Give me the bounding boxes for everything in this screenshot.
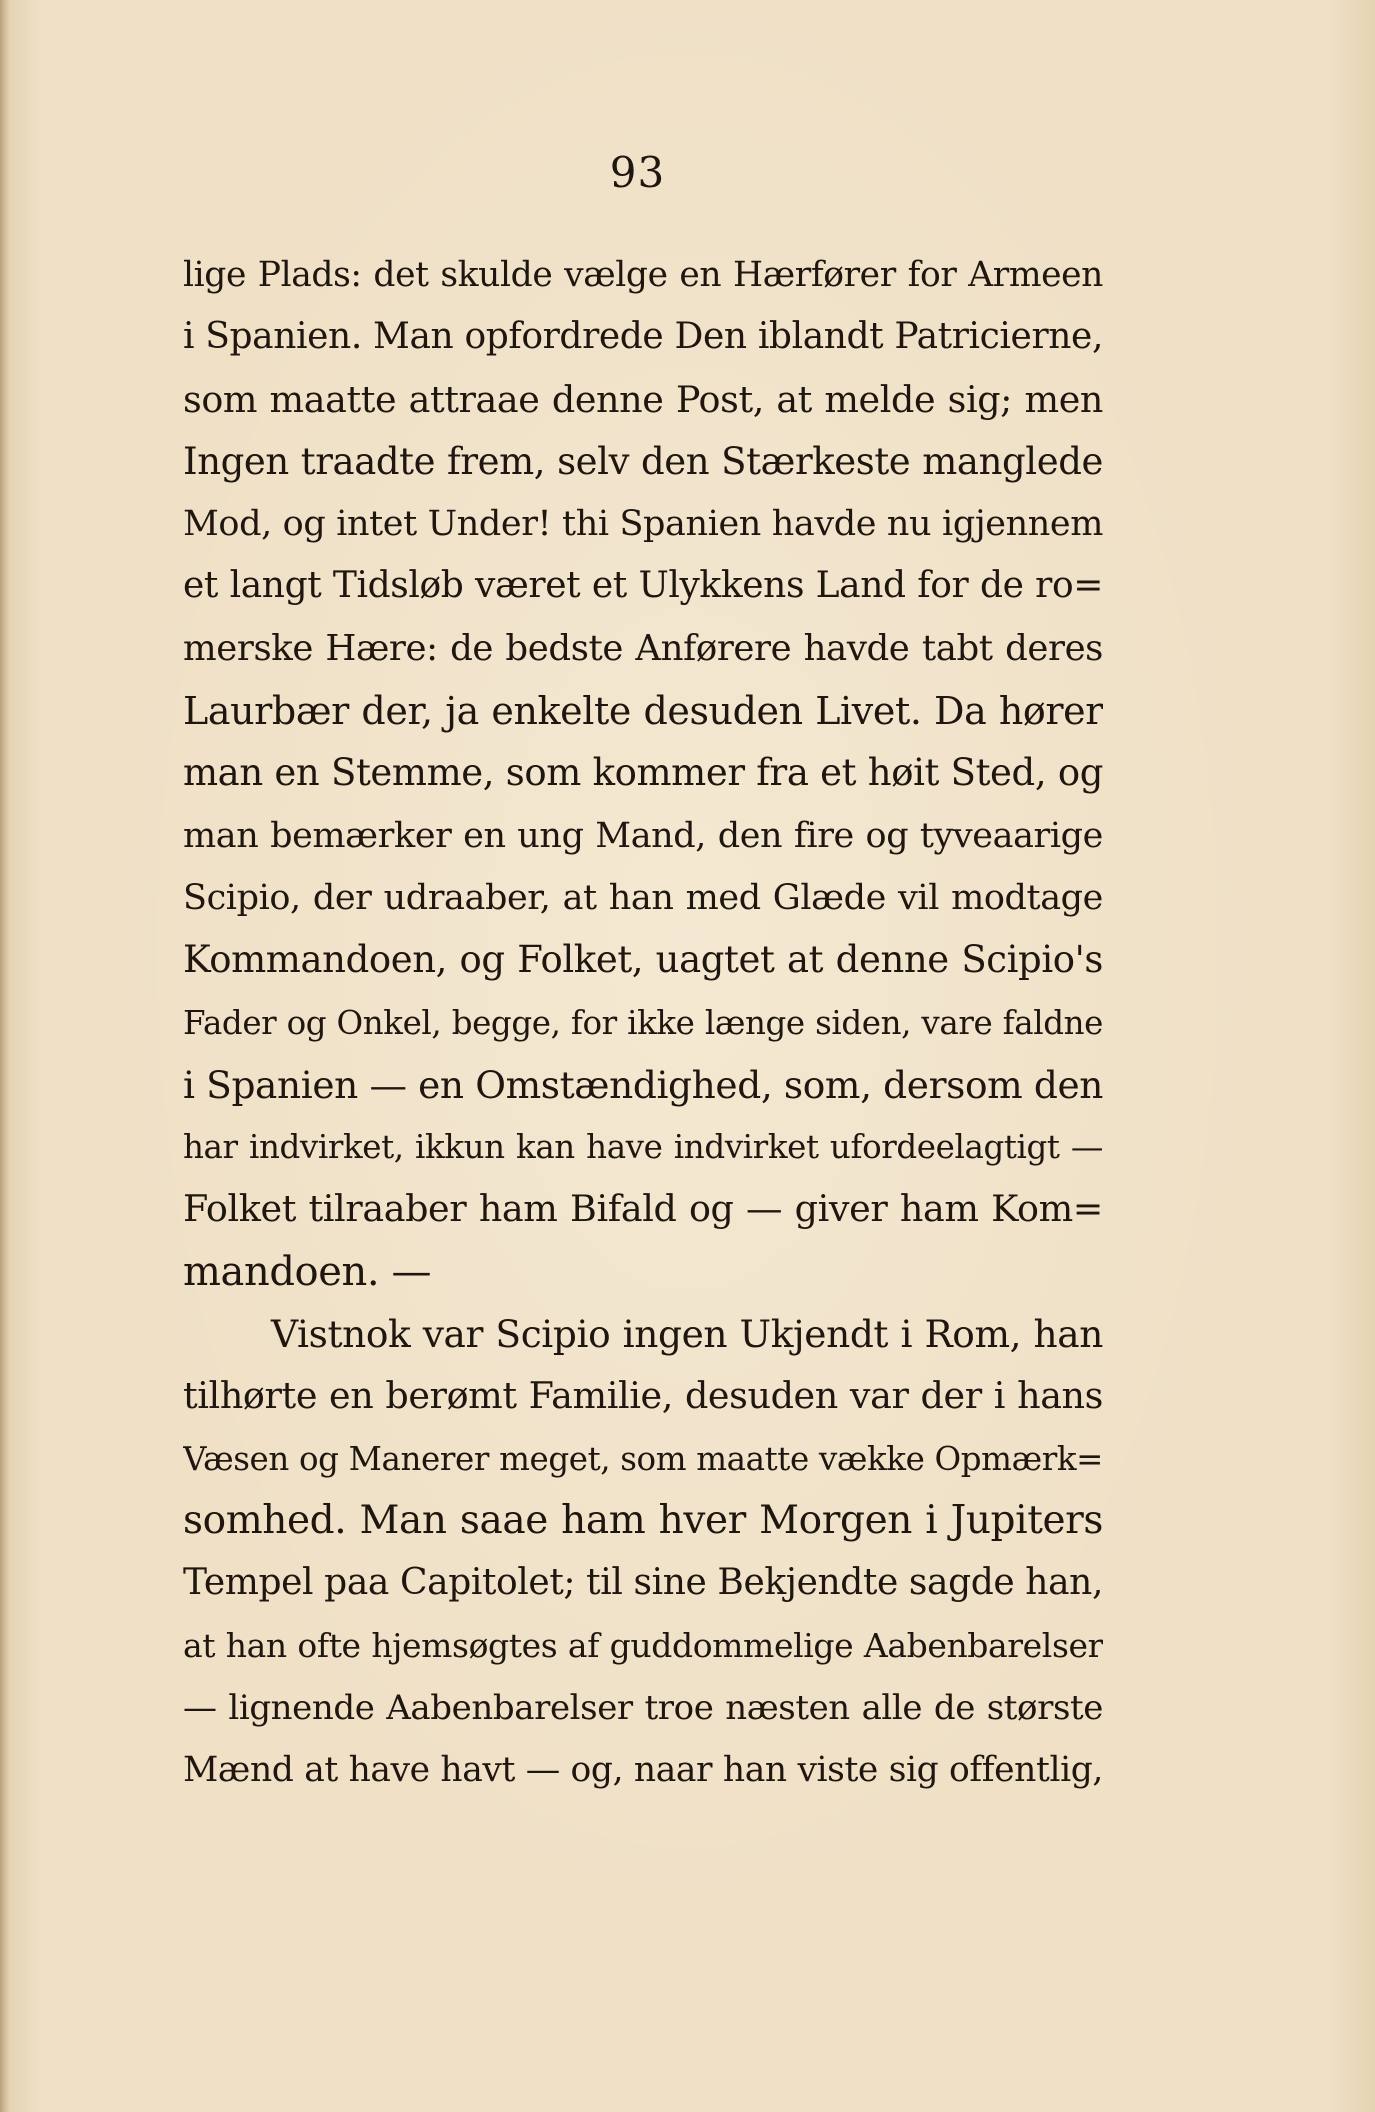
text-line: Mod, og intet Under! thi Spanien havde nu igjennem	[183, 504, 1103, 545]
text-line: mandoen. —	[183, 1248, 432, 1295]
text-line: Tempel paa Capitolet; til sine Bekjendte sagde han,	[183, 1562, 1103, 1604]
text-line: somhed. Man saae ham hver Morgen i Jupiters	[183, 1497, 1103, 1543]
text-line: at han ofte hjemsøgtes af guddommelige Aabenbarelser	[183, 1625, 1103, 1665]
text-line: man bemærker en ung Mand, den fire og tyveaarige	[183, 815, 1103, 856]
text-line: tilhørte en berømt Familie, desuden var der i hans	[183, 1374, 1103, 1418]
text-line: — lignende Aabenbarelser troe næsten alle de største	[183, 1687, 1103, 1728]
text-line: Laurbær der, ja enkelte desuden Livet. Da hører	[183, 689, 1103, 734]
text-line: i Spanien. Man opfordrede Den iblandt Patricierne,	[183, 316, 1103, 358]
text-line: Fader og Onkel, begge, for ikke længe siden, vare faldne	[183, 1003, 1103, 1042]
text-line-paragraph-start: Vistnok var Scipio ingen Ukjendt i Rom, han	[271, 1312, 1103, 1357]
page-binding-edge	[0, 0, 10, 2112]
body-text	[183, 244, 1103, 1801]
text-line: Scipio, der udraaber, at han med Glæde vil modtage	[183, 877, 1103, 918]
text-line: Mænd at have havt — og, naar han viste sig offentlig,	[183, 1750, 1103, 1791]
text-line: i Spanien — en Omstændighed, som, dersom den	[183, 1062, 1103, 1107]
text-line: som maatte attraae denne Post, at melde sig; men	[183, 377, 1103, 421]
text-line: Væsen og Manerer meget, som maatte vække Opmærk=	[183, 1439, 1103, 1478]
text-line: har indvirket, ikkun kan have indvirket ufordeelagtigt —	[183, 1128, 1103, 1167]
text-line: Ingen traadte frem, selv den Stærkeste manglede	[183, 439, 1103, 483]
text-line: Folket tilraaber ham Bifald og — giver ham Kom=	[183, 1187, 1103, 1231]
text-line: lige Plads: det skulde vælge en Hærfører for Armeen	[183, 255, 1103, 295]
page-number: 93	[609, 148, 666, 197]
text-line: man en Stemme, som kommer fra et høit Sted, og	[183, 751, 1103, 795]
text-line: Kommandoen, og Folket, uagtet at denne Scipio's	[183, 938, 1103, 982]
text-line: merske Hære: de bedste Anførere havde tabt deres	[183, 627, 1103, 669]
text-line: et langt Tidsløb været et Ulykkens Land for de ro=	[183, 565, 1103, 607]
